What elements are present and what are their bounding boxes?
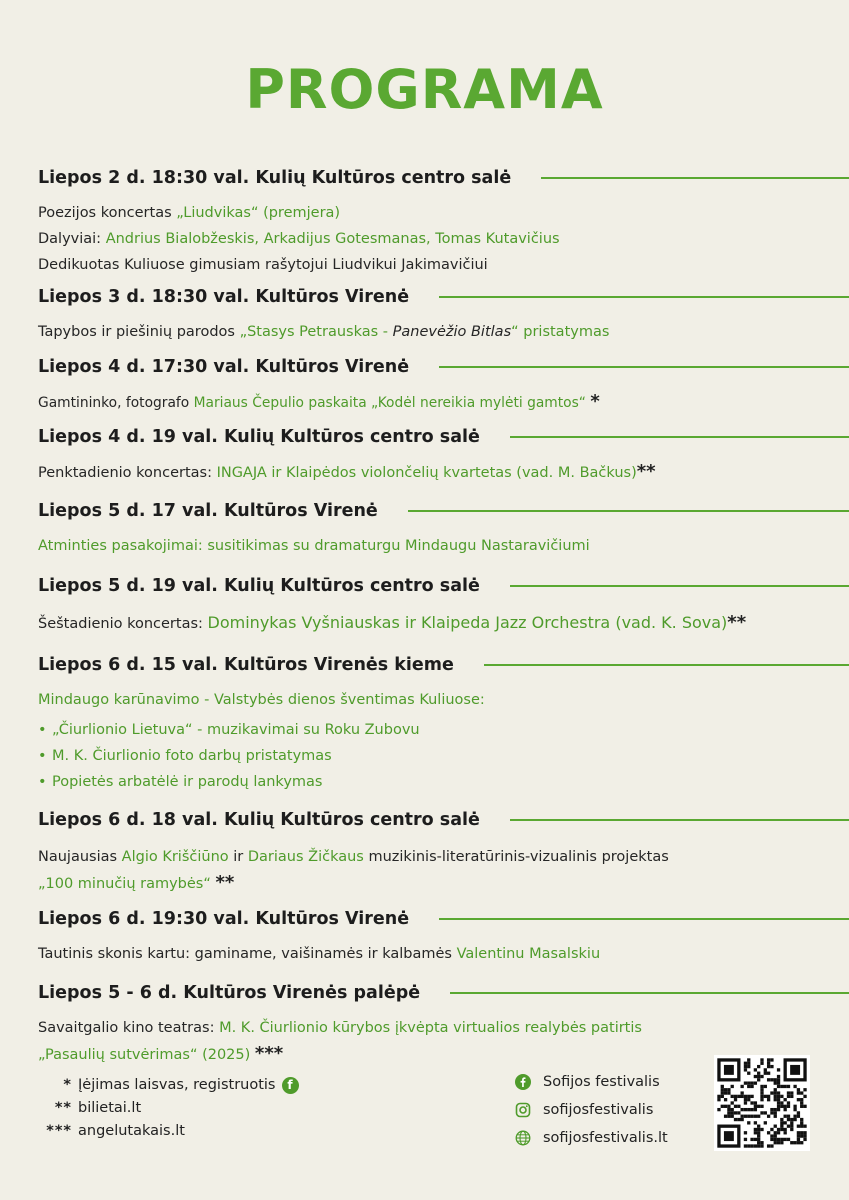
event-2 [38,285,849,345]
facebook-icon[interactable]: f [282,1077,299,1094]
divider [439,296,849,298]
globe-icon [515,1130,531,1146]
event-author: Dariaus Žičkaus [247,849,364,865]
event-text: Naujausias [38,849,122,865]
event-dedication: Dedikuotas Kuliuose gimusiam rašytojui Liudvikui Jakimavičiui [38,257,488,273]
event-heading: Liepos 3 d. 18:30 val. Kultūros Virenė [38,287,410,307]
event-guest: Valentinu Masalskiu [456,946,601,962]
event-title: „Pasaulių sutvėrimas“ (2025) [38,1047,251,1063]
event-text: Šeštadienio koncertas: [38,616,208,632]
event-text: Poezijos koncertas [38,205,177,221]
event-author: Algio Kriščiūno [121,849,229,865]
instagram-link[interactable]: sofijosfestivalis [543,1102,654,1118]
event-9 [38,907,849,967]
ticket-mark: ** [215,872,235,893]
event-heading: Liepos 5 d. 17 val. Kultūros Virenė [38,501,378,521]
event-title: „100 minučių ramybės“ [38,876,211,892]
divider [510,585,849,587]
page-title: PROGRAMA [245,58,604,121]
event-4 [38,425,849,486]
event-heading: Liepos 4 d. 17:30 val. Kultūros Virenė [38,357,410,377]
facebook-link[interactable]: Sofijos festivalis [543,1074,660,1090]
divider [408,510,849,512]
ticket-mark: * [590,391,600,412]
event-6 [38,574,849,637]
divider [484,664,849,666]
list-item: „Čiurlionio Lietuva“ - muzikavimai su Roku Zubovu [52,722,420,738]
ticket-mark: ** [636,461,656,482]
event-heading: Liepos 6 d. 18 val. Kulių Kultūros centro salė [38,810,480,830]
legend-stars: *** [46,1123,72,1139]
event-heading: Liepos 5 d. 19 val. Kulių Kultūros centro salė [38,576,480,596]
facebook-icon [515,1074,531,1090]
event-text: “ pristatymas [511,324,610,340]
event-title: Mariaus Čepulio paskaita „Kodėl nereikia mylėti gamtos“ [193,395,586,411]
event-1 [38,166,849,278]
event-title: M. K. Čiurlionio kūrybos įkvėpta virtualios realybės patirtis [219,1020,642,1036]
event-heading: Liepos 6 d. 19:30 val. Kultūros Virenė [38,909,410,929]
legend-text: Įėjimas laisvas, registruotis [78,1077,276,1093]
ticket-mark: ** [727,612,747,633]
event-title: Atminties pasakojimai: susitikimas su dramaturgu Mindaugu Nastaravičiumi [38,538,590,554]
divider [510,436,849,438]
divider [510,819,849,821]
event-heading: Liepos 4 d. 19 val. Kulių Kultūros centro salė [38,427,480,447]
divider [439,918,849,920]
event-text: Savaitgalio kino teatras: [38,1020,220,1036]
event-title: Mindaugo karūnavimo - Valstybės dienos šventimas Kuliuose: [38,692,485,708]
event-text: Penktadienio koncertas: [38,465,217,481]
divider [541,177,849,179]
event-text: Dalyviai: [38,231,106,247]
event-text: Tapybos ir piešinių parodos [38,324,240,340]
legend-stars: * [63,1077,72,1093]
divider [450,992,849,994]
website-link[interactable]: sofijosfestivalis.lt [543,1130,668,1146]
event-text: Tautinis skonis kartu: gaminame, vaišinamės ir kalbamės [38,946,457,962]
event-heading: Liepos 5 - 6 d. Kultūros Virenės palėpė [38,983,421,1003]
legend-stars: ** [54,1100,72,1116]
event-text: Gamtininko, fotografo [38,395,194,411]
legend-link[interactable]: bilietai.lt [78,1100,142,1116]
event-5 [38,499,849,559]
event-heading: Liepos 6 d. 15 val. Kultūros Virenės kieme [38,655,454,675]
event-title: „Stasys Petrauskas - [239,324,393,340]
ticket-legend [38,1074,299,1143]
event-7: Liepos 6 d. 15 val. Kultūros Virenės kieme Mindaugo karūnavimo - Valstybės dienos šventimas Kuliuose: • „Čiurlionio Lietuva“ - muzikavimai su Roku Zubovu • M. K. Čiurlionio foto darbų pristatymas • Popietės arbatėlė ir parodų lankymas [38,653,849,795]
list-item: M. K. Čiurlionio foto darbų pristatymas [52,748,332,764]
ticket-mark: *** [254,1043,284,1064]
event-heading: Liepos 2 d. 18:30 val. Kulių Kultūros centro salė [38,168,512,188]
divider [439,366,849,368]
event-text: ir [228,849,248,865]
event-title-italic: Panevėžio Bitlas [392,324,512,340]
event-3 [38,355,849,416]
event-title: Dominykas Vyšniauskas ir Klaipeda Jazz Orchestra (vad. K. Sova) [207,613,728,632]
event-title: INGAJA ir Klaipėdos violončelių kvartetas (vad. M. Bačkus) [216,465,637,481]
qr-code[interactable] [714,1055,810,1151]
list-item: Popietės arbatėlė ir parodų lankymas [52,774,323,790]
instagram-icon [515,1102,531,1118]
event-title: „Liudvikas“ (premjera) [176,205,341,221]
event-text: muzikinis-literatūrinis-vizualinis projektas [363,849,669,865]
event-performers: Andrius Bialobžeskis, Arkadijus Gotesmanas, Tomas Kutavičius [105,231,560,247]
event-8 [38,808,849,897]
legend-link[interactable]: angelutakais.lt [78,1123,185,1139]
social-links [515,1068,668,1152]
